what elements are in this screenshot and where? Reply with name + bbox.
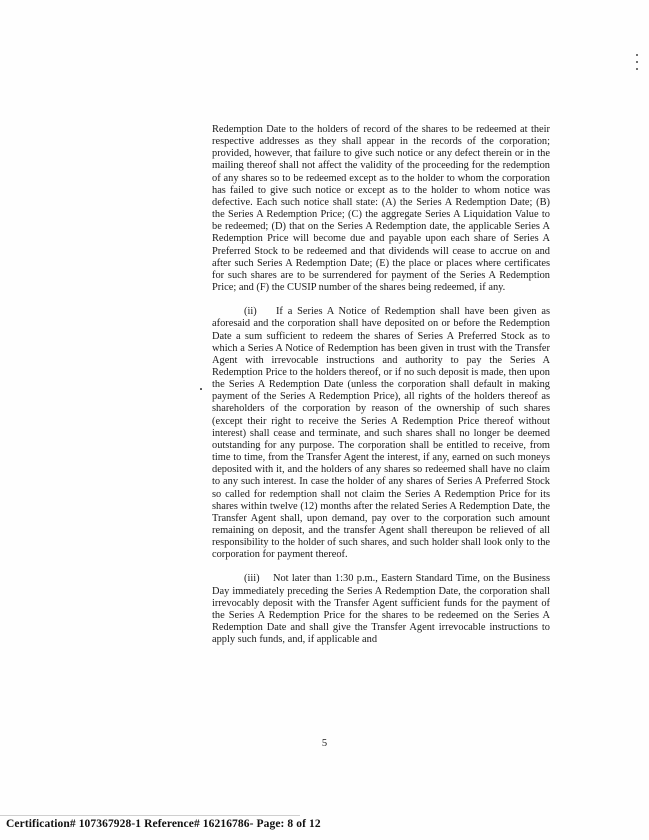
scan-speck <box>636 54 638 56</box>
paragraph-ii-deposit: (ii) If a Series A Notice of Redemption shall have been given as aforesaid and the corporation shall have deposited on or before the Redemption Date a sum sufficient to redeem the shares of Series A Preferred Stock as to which a Series A Notice of Redemption has been given in trust with the Transfer Agent with irrevocable instructions and authority to pay the Series A Redemption Price to the holders thereof, or if no such deposit is made, then upon the Series A Redemption Date (unless the corporation shall default in making payment of the Series A Redemption Price), all rights of the holders thereof as shareholders of the corporation by reason of the ownership of such shares (except their right to receive the Series A Redemption Price thereof without interest) shall cease and terminate, and such shares shall no longer be deemed outstanding for any purpose. The corporation shall be entitled to receive, from time to time, from the Transfer Agent the interest, if any, earned on such moneys deposited with it, and the holders of any shares so redeemed shall have no claim to any such interest. In case the holder of any shares of Series A Preferred Stock so called for redemption shall not claim the Series A Redemption Price for its shares within twelve (12) months after the related Series A Redemption Date, the Transfer Agent shall, upon demand, pay over to the corporation such amount remaining on deposit, and the transfer Agent shall thereupon be relieved of all responsibility to the holder of such shares, and such holder shall look only to the corporation for payment thereof. <box>212 306 550 561</box>
scan-speck <box>200 388 202 390</box>
paragraph-notice-contents: Redemption Date to the holders of record of the shares to be redeemed at their respective addresses as they shall appear in the records of the corporation; provided, however, that failure to give such notice or any defect therein or in the mailing thereof shall not affect the validity of the proceeding for the redemption of any shares so to be redeemed except as to the holder to whom the corporation has failed to give such notice or except as to the holder to whom notice was defective. Each such notice shall state: (A) the Series A Redemption Date; (B) the Series A Redemption Price; (C) the aggregate Series A Liquidation Value to be redeemed; (D) that on the Series A Redemption date, the applicable Series A Redemption Price will become due and payable upon each share of Series A Preferred Stock to be redeemed and that dividends will cease to accrue on and after such Series A Redemption Date; (E) the place or places where certificates for such shares are to be surrendered for payment of the Series A Redemption Price; and (F) the CUSIP number of the shares being redeemed, if any. <box>212 124 550 294</box>
certification-footer: Certification# 107367928-1 Reference# 16216786- Page: 8 of 12 <box>6 818 321 830</box>
document-body <box>212 124 550 646</box>
scan-speck <box>636 68 638 70</box>
page-number: 5 <box>321 738 328 749</box>
scan-speck <box>636 61 638 63</box>
footer-divider <box>0 815 300 816</box>
paragraph-iii-deadline: (iii) Not later than 1:30 p.m., Eastern Standard Time, on the Business Day immediately preceding the Series A Redemption Date, the corporation shall irrevocably deposit with the Transfer Agent sufficient funds for the payment of the Series A Redemption Price for the shares to be redeemed on the Series A Redemption Date and shall give the Transfer Agent irrevocable instructions to apply such funds, and, if applicable and <box>212 573 550 646</box>
